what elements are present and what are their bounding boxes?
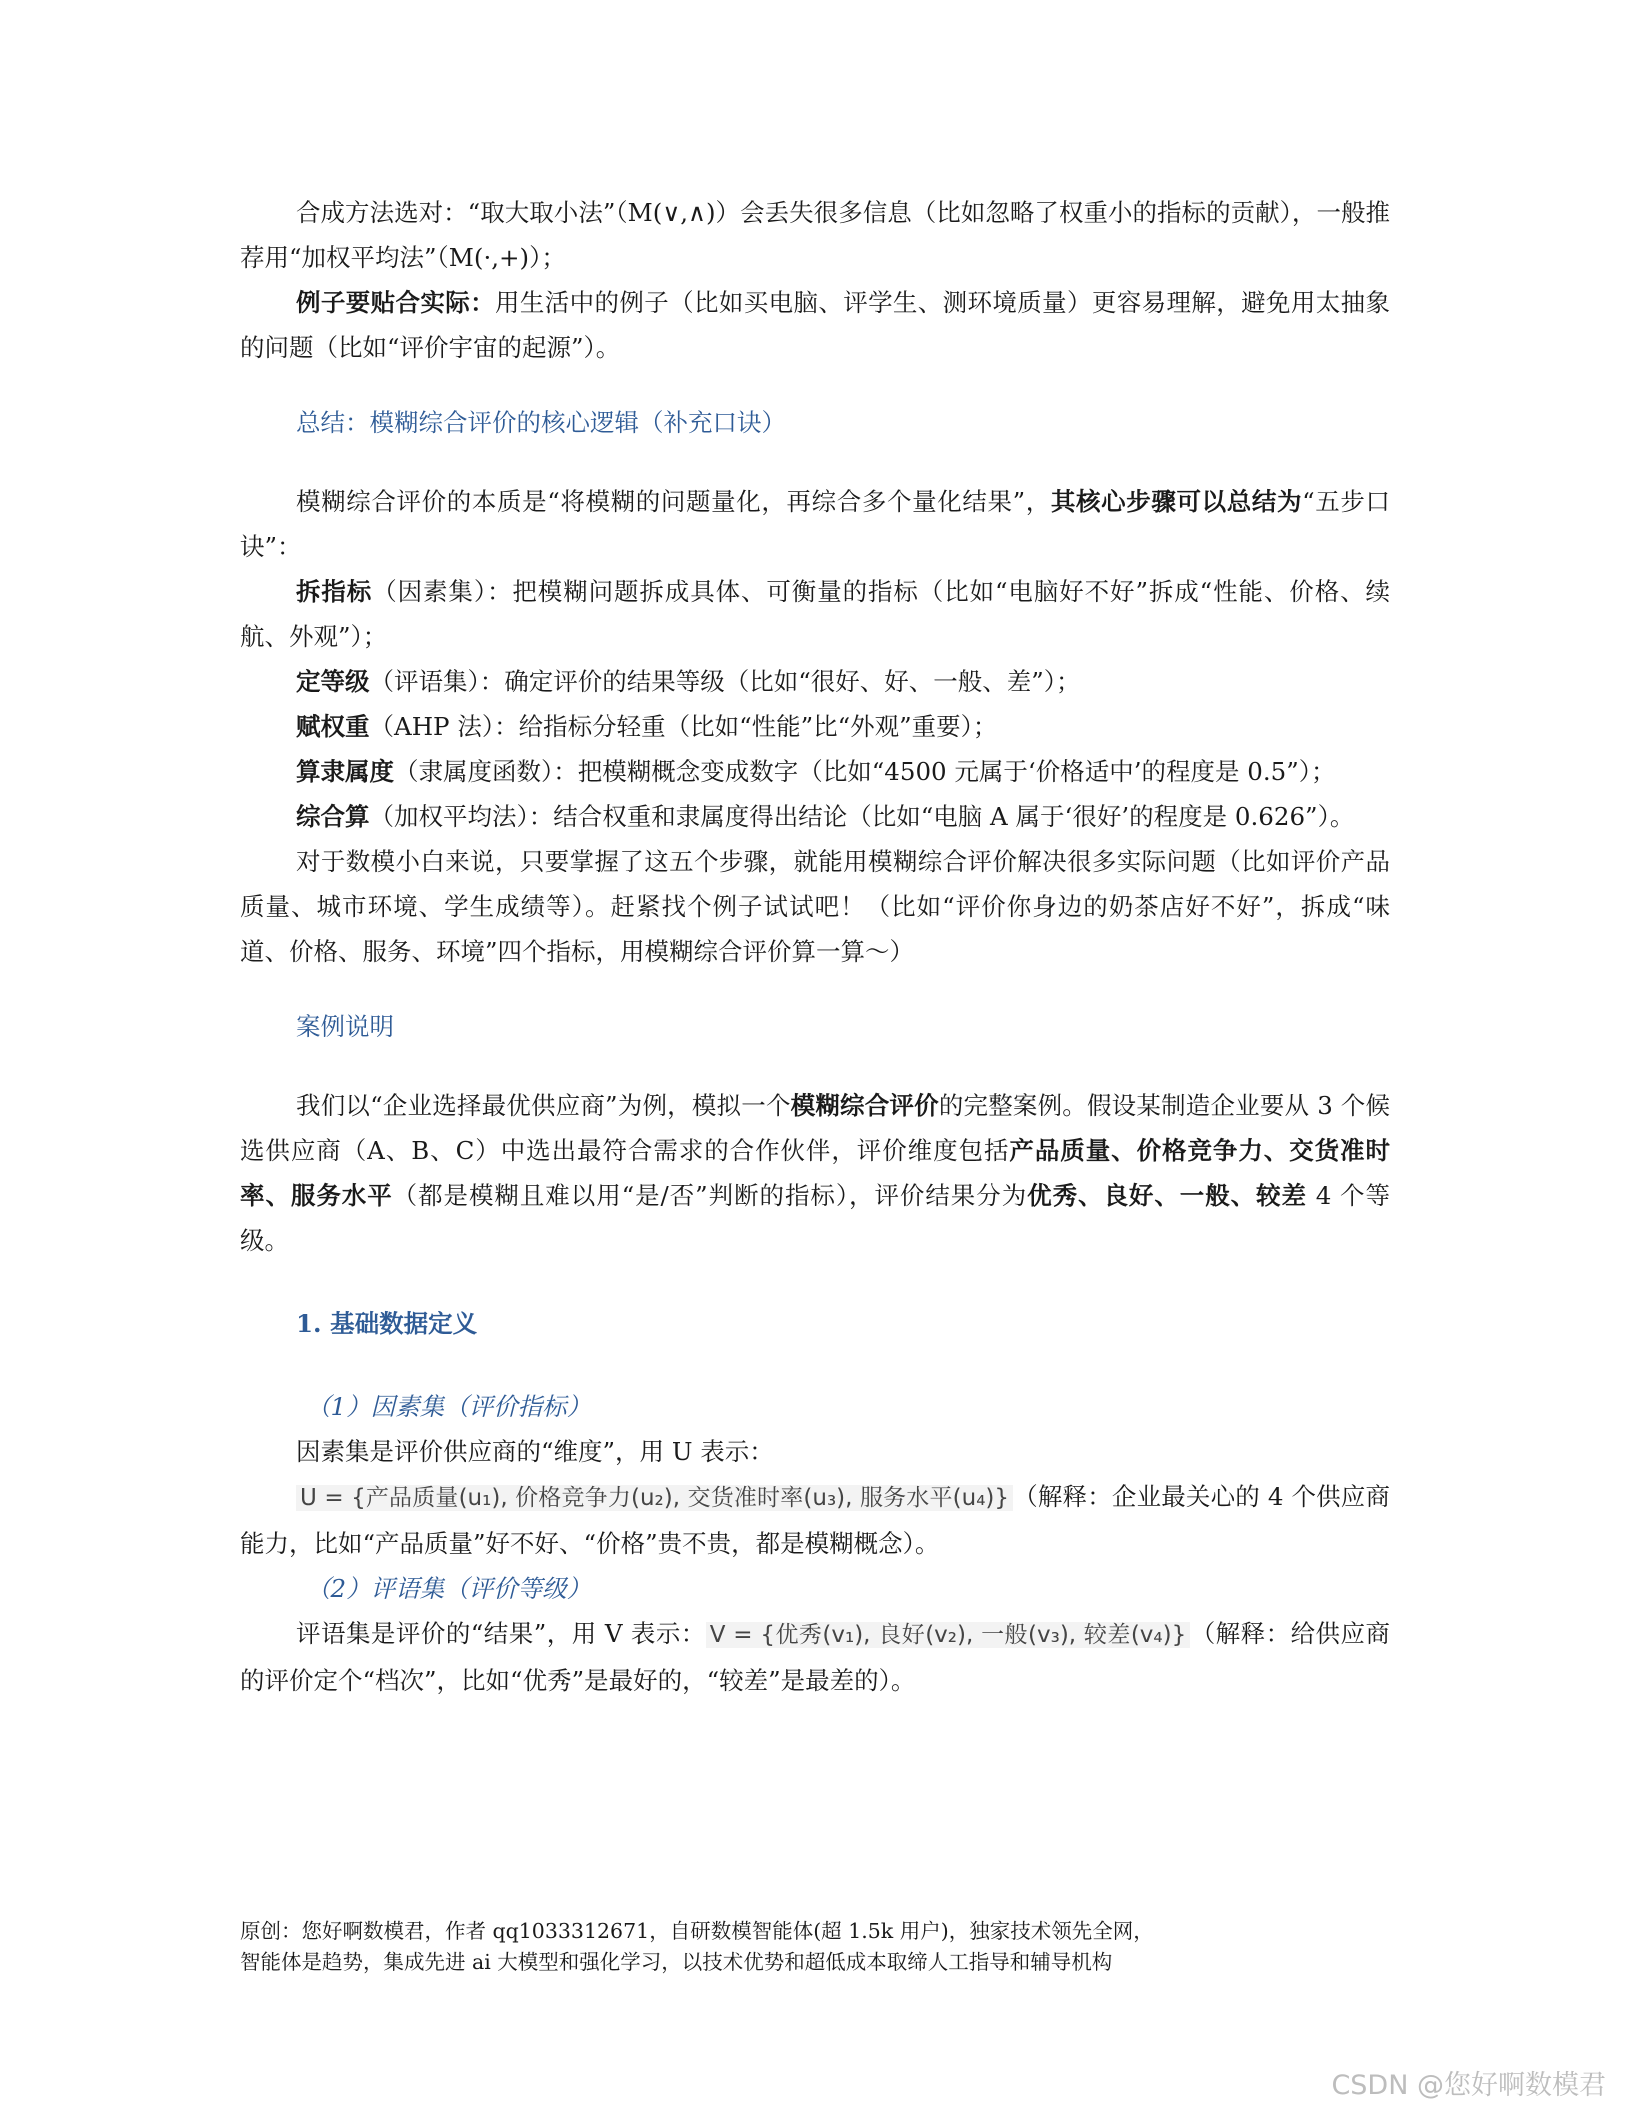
summary-intro-bold: 其核心步骤可以总结为 — [1050, 487, 1303, 516]
case-text: 4 个等级。 — [240, 1181, 1390, 1255]
comment-set-intro: 评语集是评价的“结果”，用 V 表示： — [296, 1619, 706, 1648]
subsection-factor-set: （1）因素集（评价指标） — [306, 1392, 592, 1421]
step-item — [240, 659, 1390, 704]
case-text: 的完整案例。假设某制造企业要从 3 个候选供应商（A、B、C）中选出最符合需求的合作伙伴，评价维度包括 — [240, 1091, 1390, 1165]
footer-line: 原创：您好啊数模君，作者 qq1033312671，自研数模智能体(超 1.5k 用户)，独家技术领先全网， — [240, 1919, 1154, 1943]
formula-v: V = {优秀(v₁), 良好(v₂), 一般(v₃), 较差(v₄)} — [706, 1622, 1190, 1648]
comment-set-paragraph — [240, 1611, 1390, 1703]
comment-set-explain: （解释：给供应商的评价定个“档次”，比如“优秀”是最好的，“较差”是最差的）。 — [240, 1619, 1390, 1695]
bold-lead: 例子要贴合实际： — [296, 288, 495, 317]
factor-set-formula — [240, 1474, 1390, 1566]
step-item — [240, 704, 1390, 749]
summary-intro-text: 模糊综合评价的本质是“将模糊的问题量化，再综合多个量化结果”， — [296, 487, 1051, 516]
summary-conclusion: 对于数模小白来说，只要掌握了这五个步骤，就能用模糊综合评价解决很多实际问题（比如评价产品质量、城市环境、学生成绩等）。赶紧找个例子试试吧！（比如“评价你身边的奶茶店好不好”，拆成“味道、价格、服务、环境”四个指标，用模糊综合评价算一算～） — [240, 847, 1390, 966]
factor-set-intro: 因素集是评价供应商的“维度”，用 U 表示： — [296, 1437, 774, 1466]
step-text: （评语集）：确定评价的结果等级（比如“很好、好、一般、差”）； — [369, 667, 1081, 696]
step-text: （因素集）：把模糊问题拆成具体、可衡量的指标（比如“电脑好不好”拆成“性能、价格、续航、外观”）； — [240, 577, 1391, 651]
case-paragraph — [240, 1083, 1390, 1263]
summary-heading: 总结：模糊综合评价的核心逻辑（补充口诀） — [296, 408, 786, 437]
step-title: 定等级 — [296, 667, 370, 696]
factor-set-explain: （解释：企业最关心的 4 个供应商能力，比如“产品质量”好不好、“价格”贵不贵，都是模糊概念）。 — [240, 1482, 1390, 1558]
step-text: （加权平均法）：结合权重和隶属度得出结论（比如“电脑 A 属于‘很好’的程度是 0.626”）。 — [369, 802, 1355, 831]
footer-note — [240, 1916, 1390, 1978]
section1-heading: 1. 基础数据定义 — [296, 1309, 478, 1338]
step-title: 赋权重 — [296, 712, 370, 741]
case-bold: 产品质量、价格竞争力、交货准时率、服务水平 — [240, 1136, 1390, 1210]
case-bold: 优秀、良好、一般、较差 — [1027, 1181, 1307, 1210]
paragraph-examples — [240, 280, 1390, 370]
step-text: （隶属度函数）：把模糊概念变成数字（比如“4500 元属于‘价格适中’的程度是 0.5”）； — [394, 757, 1336, 786]
footer-line: 智能体是趋势，集成先进 ai 大模型和强化学习，以技术优势和超低成本取缔人工指导和辅导机构 — [240, 1950, 1113, 1974]
summary-intro-end: “五步口诀”： — [240, 487, 1390, 561]
case-text: （都是模糊且难以用“是/否”判断的指标），评价结果分为 — [392, 1181, 1028, 1210]
formula-u: U = {产品质量(u₁), 价格竞争力(u₂), 交货准时率(u₃), 服务水平(u₄)} — [296, 1485, 1013, 1511]
step-title: 拆指标 — [296, 577, 373, 606]
subsection-comment-set: （2）评语集（评价等级） — [306, 1574, 592, 1603]
case-text: 我们以“企业选择最优供应商”为例，模拟一个 — [296, 1091, 791, 1120]
summary-intro — [240, 479, 1390, 569]
csdn-watermark: CSDN @您好啊数模君 — [1331, 2070, 1606, 2101]
case-bold: 模糊综合评价 — [790, 1091, 939, 1120]
paragraph-synthesis-method: 合成方法选对：“取大取小法”（M(∨,∧)）会丢失很多信息（比如忽略了权重小的指标的贡献），一般推荐用“加权平均法”（M(·,+)）； — [240, 198, 1390, 272]
step-item — [240, 749, 1390, 794]
paragraph-text: 用生活中的例子（比如买电脑、评学生、测环境质量）更容易理解，避免用太抽象的问题（比如“评价宇宙的起源”）。 — [240, 288, 1391, 362]
step-item — [240, 569, 1390, 659]
case-heading: 案例说明 — [296, 1012, 394, 1041]
step-title: 综合算 — [296, 802, 370, 831]
step-text: （AHP 法）：给指标分轻重（比如“性能”比“外观”重要）； — [369, 712, 998, 741]
step-item — [240, 794, 1390, 839]
step-title: 算隶属度 — [296, 757, 394, 786]
document-body — [240, 190, 1390, 1703]
